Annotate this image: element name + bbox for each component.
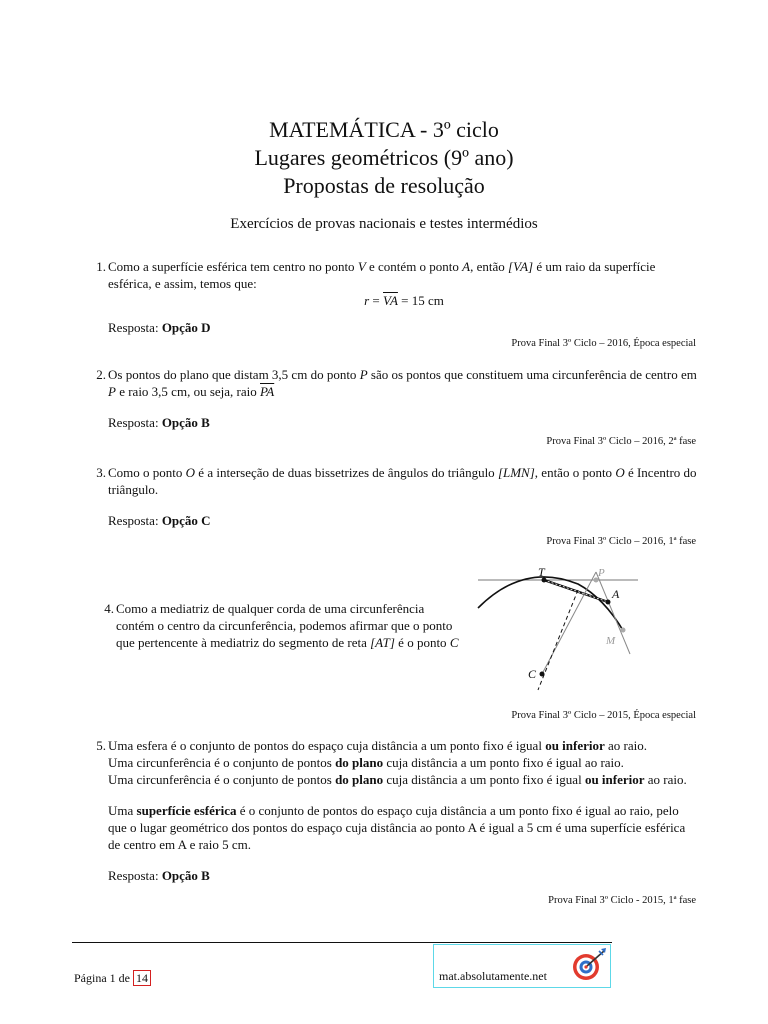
exercise-text: Como a superfície esférica tem centro no ponto V e contém o ponto A, então [VA] é um raio da superfície esférica, e assim, temos que: $r = \overline{VA} = 15$ cm [108, 258, 700, 309]
point-m [621, 628, 626, 633]
line-pc [542, 572, 596, 674]
footer-rule [72, 942, 612, 943]
answer-option: Opção B [161, 868, 210, 883]
exercise-5-source: Prova Final 3º Ciclo - 2015, 1ª fase [548, 895, 696, 906]
page-number: Página 1 de 14 [74, 970, 151, 986]
exercise-3 [88, 464, 700, 529]
title-subject: MATEMÁTICA - 3º ciclo [269, 117, 499, 142]
label-a: A [612, 587, 620, 601]
point-c [540, 672, 545, 677]
answer-option: Opção B [161, 415, 210, 430]
target-logo-icon [568, 947, 608, 983]
exercise-number: 5. [96, 738, 106, 753]
exercise-text: Uma esfera é o conjunto de pontos do espaço cuja distância a um ponto fixo é igual ou inferior ao raio. Uma circunferência é o conjunto de pontos do plano cuja distância a um ponto fixo é igual ao raio. Uma circunferência é o conjunto de pontos do plano cuja distância a um ponto fixo é igual ou inferior ao raio. Uma superfície esférica é o conjunto de pontos do espaço cuja distância a um ponto fixo é igual ao raio, pelo que o lugar geométrico dos pontos do espaço cuja distância ao ponto A é igual a 5 cm é uma superfície esférica de centro em A e raio 5 cm. [108, 738, 687, 852]
answer-option: Opção C [161, 513, 211, 528]
document-header [0, 116, 768, 234]
exercise-1 [88, 258, 700, 336]
label-t: T [538, 565, 545, 579]
label-p: P [598, 567, 605, 579]
circle-arc [478, 577, 624, 632]
exercise-4 [96, 600, 464, 651]
exercise-text: Os pontos do plano que distam 3,5 cm do ponto P são os pontos que constituem uma circunferência de centro em P e raio 3,5 cm, ou seja, raio $\overline{PA}$ [108, 367, 697, 399]
equation: $r = \overline{VA} = 15$ cm [364, 293, 444, 308]
title-type: Propostas de resolução [283, 173, 485, 198]
exercise-2-source: Prova Final 3º Ciclo – 2016, 2ª fase [546, 436, 696, 447]
label-c: C [528, 667, 537, 681]
answer-line: Resposta: Opção B [108, 868, 210, 883]
site-link-box[interactable] [433, 944, 611, 988]
exercise-1-source: Prova Final 3º Ciclo – 2016, Época especial [511, 338, 696, 349]
exercise-text: Como o ponto O é a interseção de duas bissetrizes de ângulos do triângulo [LMN], então o ponto O é Incentro do triângulo. [108, 465, 697, 497]
exercise-2 [88, 366, 700, 431]
answer-line: Resposta: Opção C [108, 513, 211, 528]
total-pages-link[interactable]: 14 [133, 970, 151, 986]
answer-line: Resposta: Opção D [108, 320, 211, 335]
answer-option: Opção D [161, 320, 211, 335]
site-url[interactable]: mat.absolutamente.net [439, 969, 547, 983]
circle-chord-figure [474, 562, 642, 694]
label-m: M [606, 635, 616, 647]
exercise-number: 4. [104, 601, 114, 616]
exercise-number: 1. [96, 259, 106, 274]
exercise-4-source: Prova Final 3º Ciclo – 2015, Época especial [511, 710, 696, 721]
title-topic: Lugares geométricos (9º ano) [254, 145, 514, 170]
exercise-5 [88, 737, 700, 884]
exercise-text: Como a mediatriz de qualquer corda de uma circunferência contém o centro da circunferência, podemos afirmar que o ponto que pertencente à mediatriz do segmento de reta [AT] é o ponto C [116, 601, 459, 650]
point-a [606, 600, 611, 605]
answer-line: Resposta: Opção B [108, 415, 210, 430]
exercise-number: 2. [96, 367, 106, 382]
exercise-3-source: Prova Final 3º Ciclo – 2016, 1ª fase [546, 536, 696, 547]
exercise-number: 3. [96, 465, 106, 480]
document-subtitle: Exercícios de provas nacionais e testes intermédios [230, 216, 538, 232]
